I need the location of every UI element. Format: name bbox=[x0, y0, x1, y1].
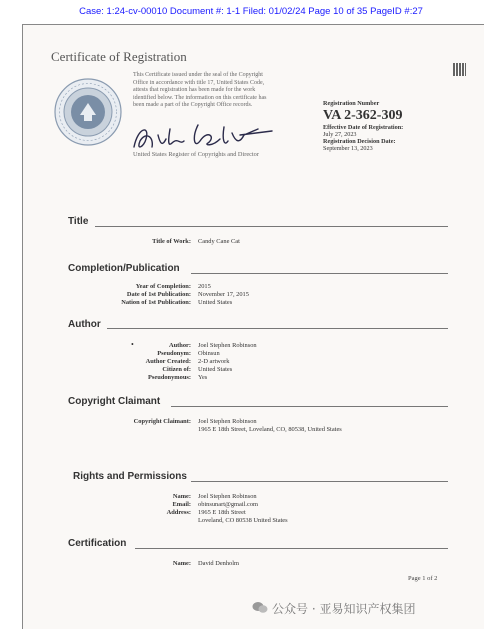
author-created-label: Author Created: bbox=[145, 358, 191, 365]
section-certification-heading: Certification bbox=[68, 538, 127, 549]
rights-email-label: Email: bbox=[172, 501, 191, 508]
section-divider bbox=[95, 226, 448, 227]
section-claimant-heading: Copyright Claimant bbox=[68, 396, 161, 407]
registration-number-label: Registration Number bbox=[323, 100, 380, 107]
year-value: 2015 bbox=[198, 283, 211, 290]
decision-date: September 13, 2023 bbox=[323, 145, 373, 152]
intro-line: This Certificate issued under the seal of the Copyright bbox=[133, 72, 263, 78]
page-number: Page 1 of 2 bbox=[408, 575, 438, 582]
claimant-name: Joel Stephen Robinson bbox=[198, 418, 257, 425]
intro-line: attests that registration has been made for the work bbox=[133, 87, 256, 93]
intro-line: identified below. The information on this certificate has bbox=[133, 94, 267, 101]
claimant-address: 1965 E 18th Street, Loveland, CO, 80538, United States bbox=[198, 426, 342, 433]
rights-name-value: Joel Stephen Robinson bbox=[198, 493, 257, 500]
wechat-icon bbox=[252, 601, 268, 614]
pseudonymous-label: Pseudonymous: bbox=[148, 374, 191, 381]
rights-address-label: Address: bbox=[166, 509, 191, 516]
year-label: Year of Completion: bbox=[135, 283, 191, 290]
section-completion-heading: Completion/Publication bbox=[68, 263, 180, 274]
section-divider bbox=[107, 328, 448, 329]
certificate-intro bbox=[133, 72, 301, 110]
cert-name-label: Name: bbox=[172, 560, 191, 567]
watermark-text: 公众号 · 亚易知识产权集团 bbox=[272, 602, 416, 616]
pub-date-value: November 17, 2015 bbox=[198, 291, 249, 298]
effective-date-label: Effective Date of Registration: bbox=[323, 124, 404, 131]
author-created-value: 2-D artwork bbox=[198, 358, 230, 365]
cert-name-value: David Denholm bbox=[198, 560, 239, 567]
certificate-page bbox=[22, 24, 484, 629]
citizen-value: United States bbox=[198, 366, 233, 373]
title-of-work-label: Title of Work: bbox=[152, 238, 191, 245]
copyright-office-seal bbox=[53, 77, 123, 147]
nation-value: United States bbox=[198, 299, 233, 306]
rights-name-label: Name: bbox=[172, 493, 191, 500]
qr-code-icon bbox=[453, 63, 466, 76]
section-divider bbox=[135, 548, 448, 549]
registration-number: VA 2-362-309 bbox=[323, 108, 403, 123]
effective-date: July 27, 2023 bbox=[323, 131, 357, 138]
rights-address-line2: Loveland, CO 80538 United States bbox=[198, 517, 288, 524]
section-title-heading: Title bbox=[68, 216, 89, 227]
section-author-heading: Author bbox=[68, 319, 101, 330]
pseudonymous-value: Yes bbox=[198, 374, 208, 381]
author-label: Author: bbox=[168, 342, 191, 349]
author-bullet: • bbox=[131, 340, 134, 349]
signature-caption: United States Register of Copyrights and Director bbox=[133, 151, 259, 158]
section-divider bbox=[191, 273, 448, 274]
citizen-label: Citizen of: bbox=[162, 366, 191, 373]
intro-line: been made a part of the Copyright Office records. bbox=[133, 102, 253, 108]
certificate-title: Certificate of Registration bbox=[51, 49, 187, 64]
intro-line: Office in accordance with title 17, United States Code, bbox=[133, 79, 265, 86]
decision-date-label: Registration Decision Date: bbox=[323, 138, 396, 145]
author-value: Joel Stephen Robinson bbox=[198, 342, 257, 349]
pseudonym-value: Obinsun bbox=[198, 350, 220, 357]
pub-date-label: Date of 1st Publication: bbox=[126, 291, 191, 298]
registration-info bbox=[323, 100, 403, 152]
rights-email-value: obinsunart@gmail.com bbox=[198, 501, 259, 508]
section-divider bbox=[191, 481, 448, 482]
pseudonym-label: Pseudonym: bbox=[157, 350, 191, 357]
section-rights-heading: Rights and Permissions bbox=[73, 471, 187, 482]
nation-label: Nation of 1st Publication: bbox=[121, 299, 191, 306]
section-divider bbox=[171, 406, 448, 407]
case-header: Case: 1:24-cv-00010 Document #: 1-1 Filed: 01/02/24 Page 10 of 35 PageID #:27 bbox=[79, 6, 423, 17]
rights-address-line1: 1965 E 18th Street bbox=[198, 509, 246, 516]
title-of-work-value: Candy Cane Cat bbox=[198, 238, 240, 245]
claimant-label: Copyright Claimant: bbox=[133, 418, 191, 425]
